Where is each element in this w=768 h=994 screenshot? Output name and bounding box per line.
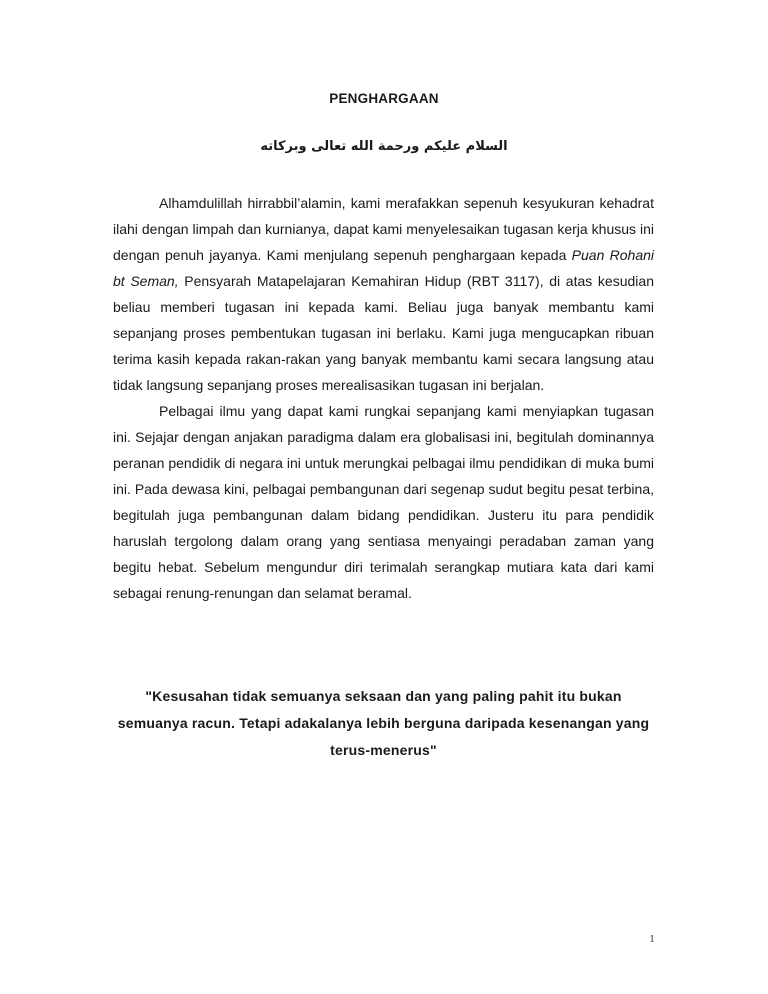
page-title: PENGHARGAAN bbox=[329, 91, 439, 106]
arabic-salutation: السلام عليكم ورحمة الله تعالى وبركاته bbox=[260, 139, 508, 154]
paragraph-2: Pelbagai ilmu yang dapat kami rungkai sepanjang kami menyiapkan tugasan ini. Sejajar dengan anjakan paradigma dalam era globalisasi ini, begitulah dominannya peranan pendidik di negara ini untuk merungkai pelbagai ilmu pendidikan di muka bumi ini. Pada dewasa kini, pelbagai pembangunan dari segenap sudut begitu pesat terbina, begitulah juga pembangunan dalam bidang pendidikan. Justeru itu para pendidik haruslah tergolong dalam orang yang sentiasa menyaingi peradaban zaman yang begitu hebat. Sebelum mengundur diri terimalah serangkap mutiara kata dari kami sebagai renung-renungan dan selamat beramal. bbox=[113, 403, 654, 601]
paragraph-1-text-start: Alhamdulillah hirrabbil’alamin, kami merafakkan sepenuh kesyukuran kehadrat ilahi dengan limpah dan kurnianya, dapat kami menyelesaikan tugasan kerja khusus ini dengan penuh jayanya. Kami menjulang sepenuh penghargaan kepada bbox=[113, 195, 654, 263]
lecturer-name: Puan Rohani bt Seman, bbox=[113, 247, 655, 289]
closing-quote: "Kesusahan tidak semuanya seksaan dan yang paling pahit itu bukan semuanya racun. Tetapi adakalanya lebih berguna daripada kesenangan yang terus-menerus" bbox=[117, 688, 650, 758]
body-text bbox=[113, 190, 654, 606]
paragraph-1-text-end: Pensyarah Matapelajaran Kemahiran Hidup (RBT 3117), di atas kesudian beliau memberi tugasan ini kepada kami. Beliau juga banyak membantu kami sepanjang proses pembentukan tugasan ini berlaku. Kami juga mengucapkan ribuan terima kasih kepada rakan-rakan yang banyak membantu kami secara langsung atau tidak langsung sepanjang proses merealisasikan tugasan ini berjalan. bbox=[113, 273, 654, 393]
page-number: 1 bbox=[649, 934, 655, 945]
paragraph-1 bbox=[113, 190, 654, 398]
